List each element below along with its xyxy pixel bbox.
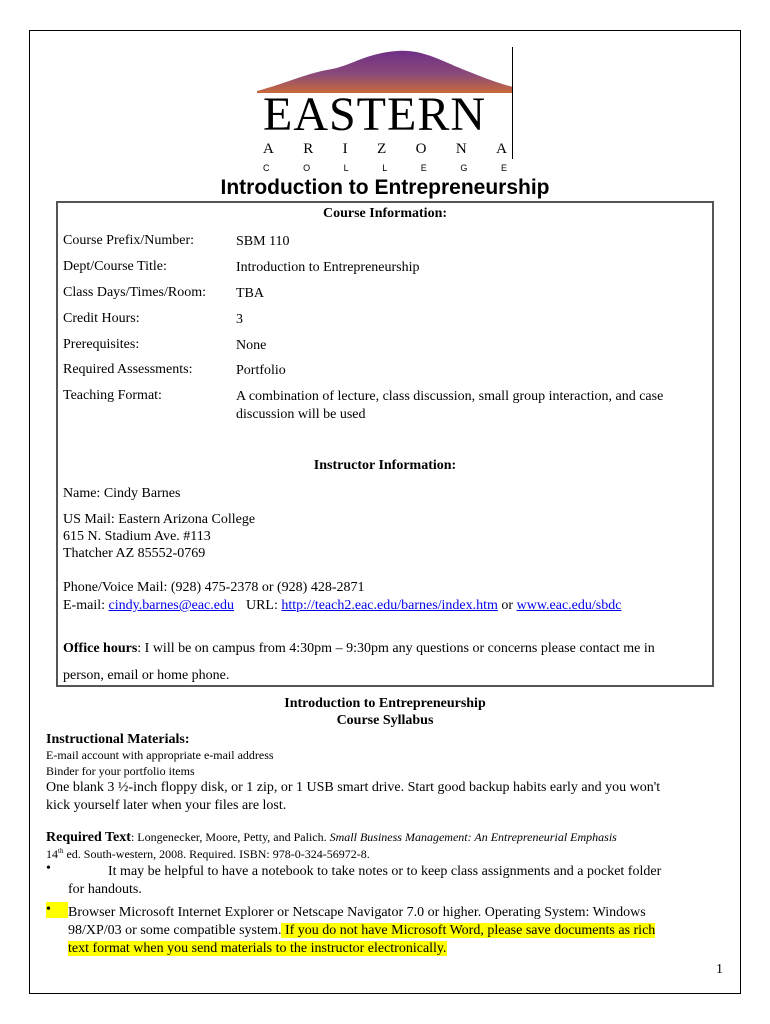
required-text-authors: : Longenecker, Moore, Petty, and Palich.	[130, 830, 330, 844]
office-hours-text: : I will be on campus from 4:30pm – 9:30pm any questions or concerns please contact me in	[137, 641, 655, 656]
logo-letter: O	[303, 163, 311, 173]
course-prefix-label: Course Prefix/Number:	[63, 233, 195, 248]
logo-letter: N	[455, 141, 467, 157]
credit-hours-value: 3	[236, 312, 243, 327]
us-mail-line-2: 615 N. Stadium Ave. #113	[63, 529, 211, 544]
bullet-icon: •	[46, 861, 51, 876]
office-hours-line-2: person, email or home phone.	[63, 668, 230, 683]
course-title-label: Dept/Course Title:	[63, 259, 167, 274]
logo-letter: L	[382, 163, 388, 173]
logo-college	[263, 163, 507, 173]
logo-state	[263, 141, 507, 158]
college-logo	[257, 47, 513, 177]
contact-line	[63, 597, 621, 614]
logo-wordmark: EASTERN	[263, 88, 486, 141]
bullet-icon: •	[46, 902, 68, 918]
edition-details: ed. South-western, 2008. Required. ISBN: 978-0-324-56972-8.	[63, 847, 370, 861]
phone-line: Phone/Voice Mail: (928) 475-2378 or (928) 428-2871	[63, 580, 365, 595]
page-number: 1	[716, 962, 723, 977]
office-hours-label: Office hours	[63, 641, 138, 656]
required-text-label: Required Text	[46, 830, 131, 845]
credit-hours-label: Credit Hours:	[63, 311, 140, 326]
teaching-format-label: Teaching Format:	[63, 388, 162, 403]
url-link[interactable]: http://teach2.eac.edu/barnes/index.htm	[281, 598, 498, 613]
logo-letter: R	[303, 141, 314, 157]
bullet-2-highlight-text: If you do not have Microsoft Word, please save documents as rich	[281, 923, 656, 938]
materials-item-3-cont: kick yourself later when your files are lost.	[46, 798, 287, 813]
course-info-header: Course Information:	[322, 206, 448, 221]
materials-heading: Instructional Materials:	[46, 732, 190, 747]
teaching-format-value: A combination of lecture, class discussion, small group interaction, and case discussion will be used	[236, 389, 664, 422]
logo-letter: A	[263, 141, 274, 157]
logo-letter: Z	[377, 141, 387, 157]
url-label: URL:	[245, 598, 282, 613]
logo-letter: O	[415, 141, 427, 157]
required-text-edition	[46, 847, 370, 862]
assessments-label: Required Assessments:	[63, 362, 193, 377]
required-text-line	[46, 828, 617, 847]
class-days-label: Class Days/Times/Room:	[63, 285, 207, 300]
logo-rule	[512, 47, 513, 159]
logo-letter: C	[263, 163, 270, 173]
course-title-value: Introduction to Entrepreneurship	[236, 260, 420, 275]
logo-letter: A	[496, 141, 507, 157]
logo-letter: I	[342, 141, 348, 157]
bullet-1-line-1: It may be helpful to have a notebook to take notes or to keep class assignments and a pocket folder	[108, 864, 662, 879]
bullet-2-highlight-text-2: text format when you send materials to the instructor electronically.	[68, 941, 447, 956]
sbdc-link[interactable]: www.eac.edu/sbdc	[516, 598, 622, 613]
us-mail-line-3: Thatcher AZ 85552-0769	[63, 546, 206, 561]
logo-letter: E	[420, 163, 427, 173]
bullet-2-plain-text: 98/XP/03 or some compatible system.	[68, 923, 282, 938]
document-title: Introduction to Entrepreneurship	[220, 176, 550, 199]
email-link[interactable]: cindy.barnes@eac.edu	[108, 598, 234, 613]
prerequisites-label: Prerequisites:	[63, 337, 140, 352]
course-prefix-value: SBM 110	[236, 234, 290, 249]
bullet-2-line-2	[68, 921, 655, 940]
logo-letter: G	[460, 163, 468, 173]
us-mail-line-1: US Mail: Eastern Arizona College	[63, 512, 256, 527]
materials-item-2: Binder for your portfolio items	[46, 764, 195, 778]
logo-letter: L	[343, 163, 349, 173]
materials-item-3: One blank 3 ½-inch floppy disk, or 1 zip, or 1 USB smart drive. Start good backup habits early and you won't	[46, 780, 661, 795]
logo-letter: E	[500, 163, 507, 173]
instructor-info-header: Instructor Information:	[313, 458, 457, 473]
bullet-2-line-1: Browser Microsoft Internet Explorer or Netscape Navigator 7.0 or higher. Operating System: Windows	[68, 905, 646, 920]
edition-suffix: th	[58, 847, 64, 855]
instructor-name: Name: Cindy Barnes	[63, 486, 181, 501]
edition-number: 14	[46, 847, 58, 861]
syllabus-subtitle: Course Syllabus	[336, 713, 434, 728]
class-days-value: TBA	[236, 286, 264, 301]
materials-item-1: E-mail account with appropriate e-mail address	[46, 748, 274, 762]
office-hours-line	[63, 640, 655, 657]
email-label: E-mail:	[63, 598, 109, 613]
bullet-2-line-3	[68, 939, 447, 958]
prerequisites-value: None	[236, 338, 267, 353]
assessments-value: Portfolio	[236, 363, 286, 378]
required-text-book: Small Business Management: An Entrepreneurial Emphasis	[329, 830, 617, 844]
bullet-1-line-2: for handouts.	[68, 882, 142, 897]
syllabus-title: Introduction to Entrepreneurship	[284, 696, 486, 711]
or-text: or	[497, 598, 517, 613]
